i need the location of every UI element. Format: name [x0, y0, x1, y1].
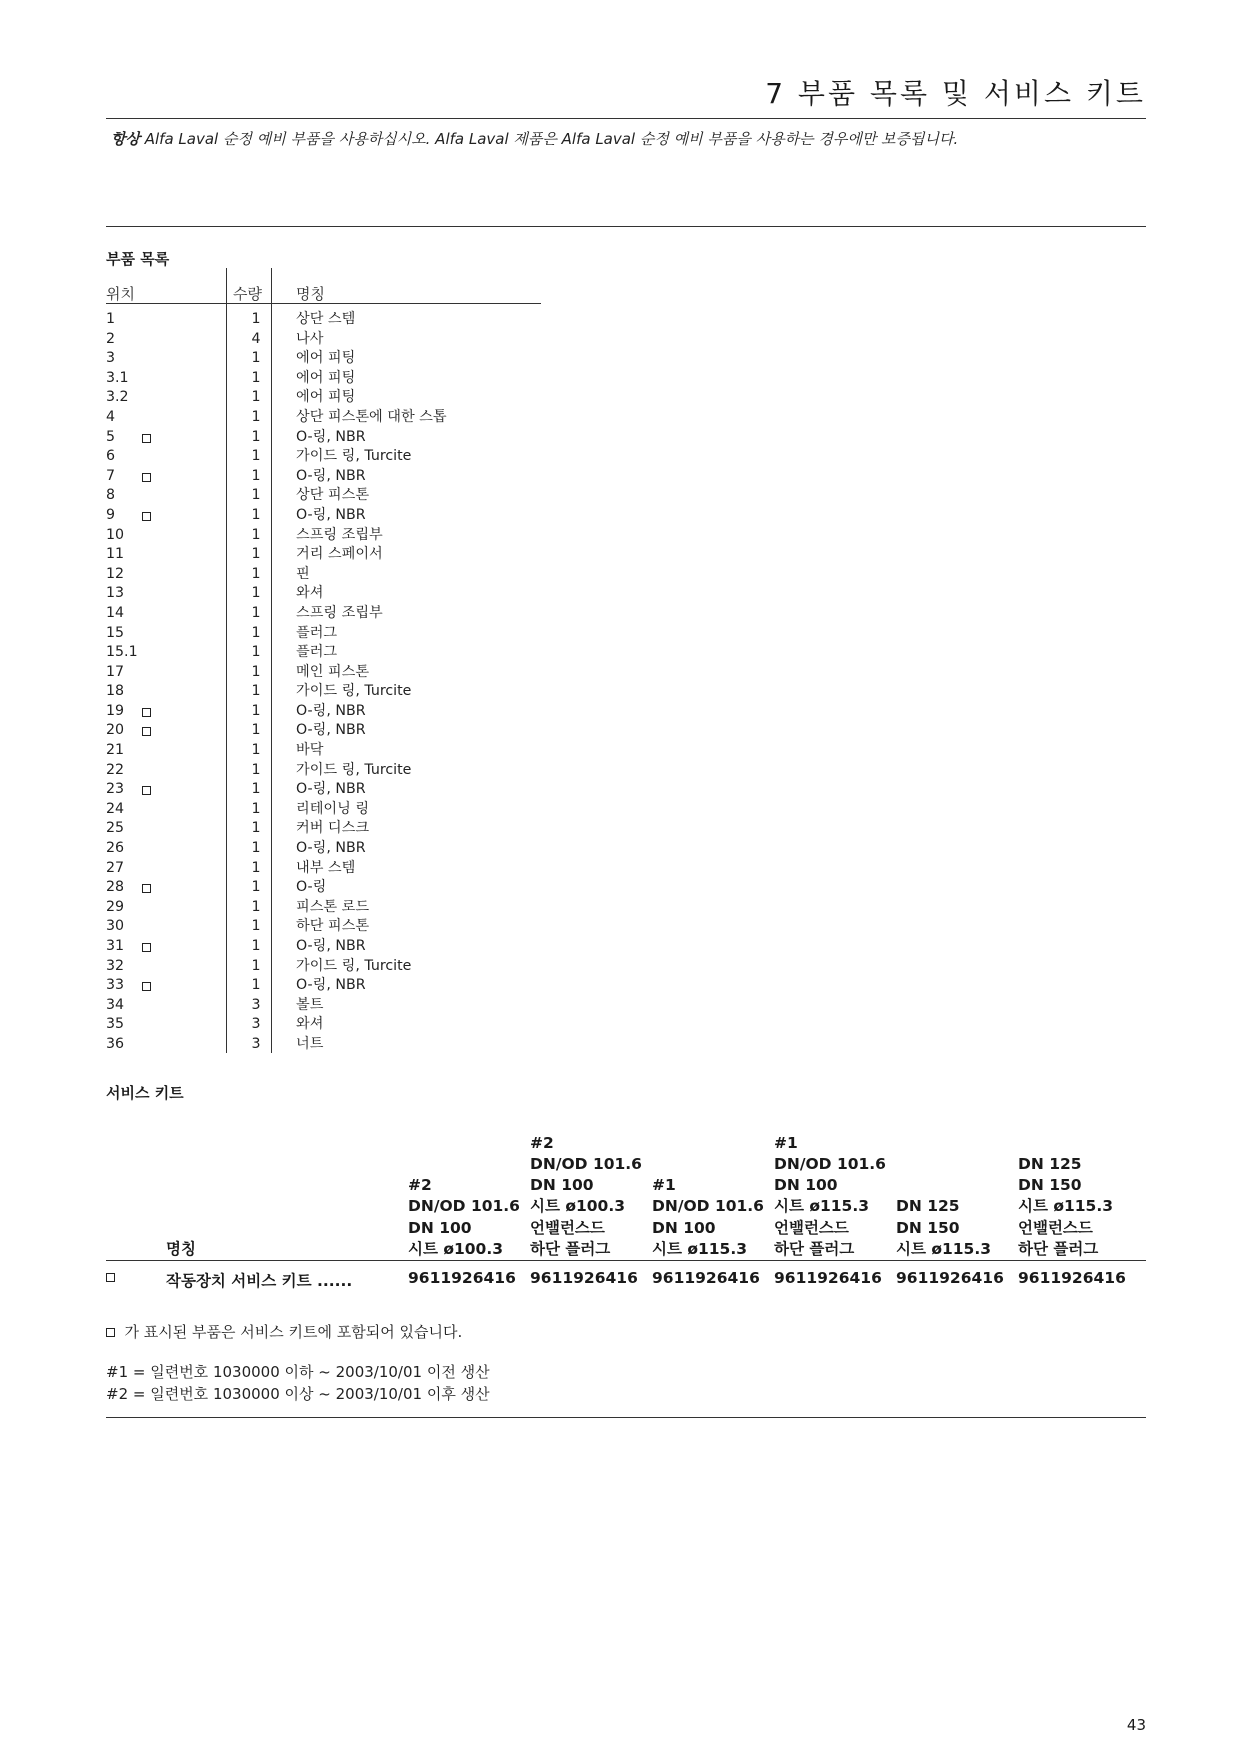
part-name: 피스톤 로드: [296, 898, 370, 915]
kit-variant-line: DN 100: [530, 1176, 594, 1195]
part-position: 21: [106, 742, 125, 759]
part-quantity: 3: [251, 996, 261, 1013]
parts-row: [106, 741, 556, 761]
parts-row: [106, 624, 556, 644]
part-quantity: 1: [251, 506, 261, 523]
part-position: 34: [106, 996, 125, 1013]
kit-variant-line: 시트 ø115.3: [896, 1239, 992, 1258]
kit-variant-line: 하단 플러그: [530, 1239, 611, 1258]
part-quantity: 1: [251, 683, 261, 700]
parts-row: [106, 467, 556, 487]
parts-row: [106, 663, 556, 683]
part-quantity: 1: [251, 702, 261, 719]
notice-lead: 항상: [111, 130, 140, 148]
part-position: 25: [106, 820, 125, 837]
part-position: 3.1: [106, 369, 129, 386]
part-position: 12: [106, 565, 125, 582]
parts-row: [106, 800, 556, 820]
part-position: 2: [106, 330, 116, 347]
part-quantity: 1: [251, 918, 261, 935]
parts-row: [106, 819, 556, 839]
part-position: 32: [106, 957, 125, 974]
part-name: 메인 피스톤: [296, 663, 370, 680]
parts-row: [106, 506, 556, 526]
service-kits-header: [106, 1125, 1146, 1261]
part-quantity: 1: [251, 526, 261, 543]
parts-row: [106, 1015, 556, 1035]
section-rule: [106, 226, 1146, 227]
marked-parts-text: 가 표시된 부품은 서비스 키트에 포함되어 있습니다.: [124, 1323, 463, 1341]
part-quantity: 1: [251, 428, 261, 445]
part-name: 와셔: [296, 1016, 324, 1033]
part-name: 스프링 조립부: [296, 604, 383, 621]
part-position: 18: [106, 683, 125, 700]
part-quantity: 1: [251, 859, 261, 876]
parts-row: [106, 721, 556, 741]
kit-variant-header: [896, 1196, 991, 1260]
kit-variant-line: 언밸런스드: [774, 1218, 849, 1237]
parts-row: [106, 996, 556, 1016]
parts-row: [106, 330, 556, 350]
parts-row: [106, 1035, 556, 1055]
part-name: O-링, NBR: [296, 702, 366, 719]
part-name: 플러그: [296, 624, 338, 641]
service-kit-marker-icon: [142, 473, 151, 482]
service-kit-marker-icon: [142, 708, 151, 717]
part-quantity: 1: [251, 565, 261, 582]
serial-note-1: #1 = 일련번호 1030000 이하 ~ 2003/10/01 이전 생산: [106, 1363, 490, 1381]
part-position: 15: [106, 624, 125, 641]
parts-row: [106, 369, 556, 389]
part-position: 7: [106, 467, 116, 484]
part-quantity: 1: [251, 448, 261, 465]
service-kit-marker-icon: [142, 943, 151, 952]
part-position: 3.2: [106, 389, 129, 406]
kit-variant-line: 시트 ø115.3: [774, 1197, 870, 1216]
part-position: 23: [106, 781, 125, 798]
service-kit-row: [106, 1261, 1146, 1301]
part-quantity: 1: [251, 898, 261, 915]
parts-row: [106, 388, 556, 408]
part-name: 하단 피스톤: [296, 918, 370, 935]
part-name: 커버 디스크: [296, 820, 370, 837]
kit-variant-line: #1: [774, 1133, 798, 1152]
part-name: O-링, NBR: [296, 938, 366, 954]
part-quantity: 1: [251, 546, 261, 563]
kit-name: 작동장치 서비스 키트 ......: [166, 1272, 353, 1290]
part-position: 17: [106, 663, 125, 680]
kit-variant-line: #2: [408, 1176, 432, 1195]
service-kit-marker-icon: [142, 434, 151, 443]
kit-variant-line: DN 125: [896, 1197, 960, 1216]
part-position: 29: [106, 898, 125, 915]
parts-row: [106, 584, 556, 604]
kit-variant-line: #1: [652, 1176, 676, 1195]
part-name: 바닥: [296, 742, 324, 759]
kit-variant-line: 시트 ø100.3: [408, 1239, 504, 1258]
part-name: 상단 스템: [296, 311, 356, 327]
kit-variant-line: 시트 ø100.3: [530, 1197, 626, 1216]
part-quantity: 1: [251, 408, 261, 425]
part-quantity: 1: [251, 585, 261, 602]
part-name: 플러그: [296, 644, 338, 661]
part-name: 가이드 링, Turcite: [296, 761, 412, 778]
part-name: 가이드 링, Turcite: [296, 683, 412, 700]
parts-row: [106, 878, 556, 898]
kit-variant-header: [652, 1175, 764, 1260]
part-name: O-링, NBR: [296, 467, 366, 484]
kit-variant-header: [774, 1133, 886, 1260]
part-quantity: 1: [251, 369, 261, 386]
parts-list-title: 부품 목록: [106, 250, 170, 268]
part-quantity: 1: [251, 840, 261, 857]
part-name: O-링, NBR: [296, 722, 366, 739]
page-number: 43: [1126, 1716, 1146, 1734]
parts-row: [106, 447, 556, 467]
kit-part-number: 9611926416: [652, 1269, 760, 1287]
part-position: 8: [106, 487, 116, 504]
kit-variant-line: DN 100: [652, 1218, 716, 1237]
part-position: 28: [106, 879, 125, 896]
service-kit-marker-icon: [142, 982, 151, 991]
kit-variant-line: 하단 플러그: [1018, 1239, 1099, 1258]
parts-row: [106, 702, 556, 722]
parts-row: [106, 428, 556, 448]
genuine-parts-notice: [111, 128, 958, 149]
part-name: 가이드 링, Turcite: [296, 448, 412, 465]
kit-variant-line: 언밸런스드: [530, 1218, 605, 1237]
service-kit-marker-icon: [142, 884, 151, 893]
part-position: 11: [106, 546, 125, 563]
parts-row: [106, 859, 556, 879]
service-kit-marker-icon: [142, 512, 151, 521]
part-quantity: 1: [251, 487, 261, 504]
kit-name-header: 명칭: [166, 1239, 196, 1258]
part-position: 20: [106, 722, 125, 739]
part-name: 가이드 링, Turcite: [296, 957, 412, 974]
parts-row: [106, 526, 556, 546]
marked-parts-note: [106, 1321, 462, 1342]
kit-part-number: 9611926416: [896, 1269, 1004, 1287]
part-name: 상단 피스톤에 대한 스톱: [296, 408, 447, 425]
kit-part-number: 9611926416: [530, 1269, 638, 1287]
part-name: 와셔: [296, 585, 324, 602]
parts-list-header: [106, 283, 541, 304]
kit-variant-line: DN/OD 101.6: [652, 1197, 764, 1216]
part-name: 에어 피팅: [296, 350, 356, 367]
part-quantity: 1: [251, 663, 261, 680]
part-name: 나사: [296, 330, 324, 347]
parts-row: [106, 937, 556, 957]
kit-variant-header: [1018, 1154, 1113, 1260]
part-quantity: 1: [251, 350, 261, 367]
part-quantity: 1: [251, 389, 261, 406]
part-quantity: 3: [251, 1016, 261, 1033]
part-quantity: 1: [251, 624, 261, 641]
service-kit-marker-icon: [142, 727, 151, 736]
part-name: O-링, NBR: [296, 977, 366, 994]
kit-variant-line: DN 125: [1018, 1154, 1082, 1173]
part-position: 13: [106, 585, 125, 602]
kit-variant-line: 시트 ø115.3: [1018, 1197, 1114, 1216]
kit-variant-line: DN 100: [774, 1176, 838, 1195]
serial-note-2: #2 = 일련번호 1030000 이상 ~ 2003/10/01 이후 생산: [106, 1385, 490, 1403]
part-position: 10: [106, 526, 125, 543]
part-quantity: 1: [251, 761, 261, 778]
part-name: 핀: [296, 565, 310, 582]
part-name: 상단 피스톤: [296, 487, 370, 504]
part-quantity: 1: [251, 644, 261, 661]
parts-row: [106, 486, 556, 506]
part-position: 1: [106, 311, 116, 327]
part-name: O-링, NBR: [296, 428, 366, 445]
part-quantity: 1: [251, 879, 261, 896]
position-header: 위치: [106, 285, 135, 303]
kit-variant-line: DN 150: [896, 1218, 960, 1237]
part-name: 에어 피팅: [296, 369, 356, 386]
part-quantity: 1: [251, 604, 261, 621]
parts-row: [106, 917, 556, 937]
footer-rule: [106, 1417, 1146, 1418]
parts-row: [106, 780, 556, 800]
part-position: 9: [106, 506, 116, 523]
kit-variant-line: 언밸런스드: [1018, 1218, 1093, 1237]
notice-text: Alfa Laval 순정 예비 부품을 사용하십시오. Alfa Laval 제품은 Alfa Laval 순정 예비 부품을 사용하는 경우에만 보증됩니다.: [139, 130, 959, 148]
parts-row: [106, 957, 556, 977]
part-name: O-링, NBR: [296, 840, 366, 857]
chapter-title: 7 부품 목록 및 서비스 키트: [765, 77, 1146, 110]
kit-variant-line: DN 100: [408, 1218, 472, 1237]
part-quantity: 1: [251, 742, 261, 759]
parts-row: [106, 408, 556, 428]
part-quantity: 1: [251, 977, 261, 994]
part-quantity: 1: [251, 957, 261, 974]
part-quantity: 3: [251, 1035, 261, 1052]
part-position: 3: [106, 350, 116, 367]
name-header: 명칭: [296, 285, 325, 303]
part-position: 14: [106, 604, 125, 621]
part-quantity: 1: [251, 781, 261, 798]
part-position: 35: [106, 1016, 125, 1033]
part-position: 30: [106, 918, 125, 935]
part-position: 26: [106, 840, 125, 857]
kit-part-number: 9611926416: [774, 1269, 882, 1287]
kit-part-number: 9611926416: [1018, 1269, 1126, 1287]
part-quantity: 1: [251, 800, 261, 817]
parts-row: [106, 565, 556, 585]
part-position: 15.1: [106, 644, 138, 661]
kit-variant-line: DN/OD 101.6: [774, 1154, 886, 1173]
part-quantity: 4: [251, 330, 261, 347]
part-quantity: 1: [251, 311, 261, 327]
kit-variant-header: [408, 1175, 520, 1260]
part-name: 에어 피팅: [296, 389, 356, 406]
kit-marker-box: [106, 1273, 115, 1282]
parts-row: [106, 545, 556, 565]
kit-variant-line: #2: [530, 1133, 554, 1152]
parts-row: [106, 976, 556, 996]
service-kits-table: [106, 1125, 1146, 1301]
parts-row: [106, 310, 556, 330]
parts-list-rows: [106, 310, 556, 1055]
part-position: 31: [106, 938, 125, 954]
marker-box-icon: [106, 1328, 115, 1337]
kit-variant-line: DN 150: [1018, 1176, 1082, 1195]
kit-variant-line: 하단 플러그: [774, 1239, 855, 1258]
part-name: 내부 스템: [296, 859, 356, 876]
parts-row: [106, 604, 556, 624]
kit-part-number: 9611926416: [408, 1269, 516, 1287]
part-quantity: 1: [251, 938, 261, 954]
parts-row: [106, 349, 556, 369]
part-name: 너트: [296, 1035, 324, 1052]
part-position: 19: [106, 702, 125, 719]
header-rule: [106, 118, 1146, 119]
part-position: 6: [106, 448, 116, 465]
part-name: 스프링 조립부: [296, 526, 383, 543]
part-position: 24: [106, 800, 125, 817]
quantity-header: 수량: [233, 285, 262, 303]
part-quantity: 1: [251, 820, 261, 837]
part-name: O-링, NBR: [296, 781, 366, 798]
service-kits-title: 서비스 키트: [106, 1084, 184, 1102]
service-kit-marker-icon: [142, 786, 151, 795]
kit-variant-line: DN/OD 101.6: [530, 1154, 642, 1173]
parts-row: [106, 839, 556, 859]
part-position: 36: [106, 1035, 125, 1052]
kit-variant-header: [530, 1133, 642, 1260]
parts-row: [106, 643, 556, 663]
parts-row: [106, 682, 556, 702]
part-position: 22: [106, 761, 125, 778]
part-name: O-링: [296, 879, 327, 896]
part-name: 거리 스페이서: [296, 546, 383, 563]
kit-variant-line: 시트 ø115.3: [652, 1239, 748, 1258]
part-position: 33: [106, 977, 125, 994]
part-quantity: 1: [251, 722, 261, 739]
part-position: 5: [106, 428, 116, 445]
part-position: 27: [106, 859, 125, 876]
kit-variant-line: DN/OD 101.6: [408, 1197, 520, 1216]
part-name: O-링, NBR: [296, 506, 366, 523]
part-name: 리테이닝 링: [296, 800, 370, 817]
part-position: 4: [106, 408, 116, 425]
parts-row: [106, 898, 556, 918]
part-quantity: 1: [251, 467, 261, 484]
parts-row: [106, 761, 556, 781]
part-name: 볼트: [296, 996, 324, 1013]
